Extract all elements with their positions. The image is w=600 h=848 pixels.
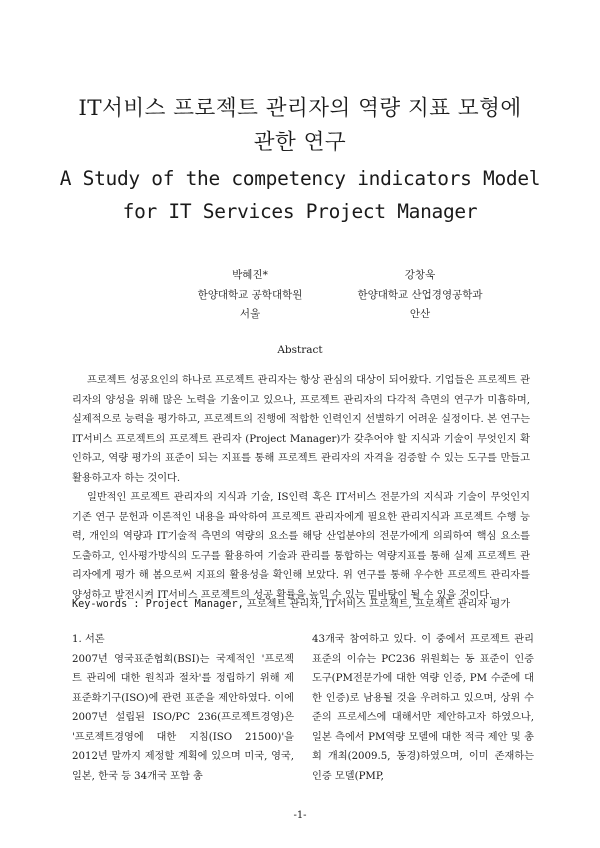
body-text-left: 2007년 영국표준협회(BSI)는 국제적인 '프로젝트 관리에 대한 원칙과 절차'를 정립하기 위해 제표준화기구(ISO)에 관련 표준을 제안하였다. 이에 2007년 설립된 ISO/PC 236(프로젝트경영)은 '프로젝트경영에 대한 지침(ISO 21500)'을 2012년 말까지 제정할 계획에 있으며 미국, 영국, 일본, 한국 등 34개국 포함 총 bbox=[72, 653, 294, 782]
author-name: 박혜진* bbox=[232, 269, 268, 281]
korean-title-line2: 관한 연구 bbox=[253, 130, 347, 155]
author-location: 서울 bbox=[239, 308, 261, 320]
author-block-2 bbox=[340, 266, 500, 325]
keywords-terms: 프로젝트 관리자, IT서비스 프로젝트, 프로젝트 관리자 평가 bbox=[243, 599, 511, 610]
abstract-paragraph-2: 일반적인 프로젝트 관리자의 지식과 기술, IS인력 혹은 IT서비스 전문가의 지식과 기술이 무엇인지 기존 연구 문헌과 이론적인 내용을 파악하여 프로젝트 관리자에게 필요한 관리지식과 프로젝트 수행 능력, 개인의 역량과 IT기술적 측면의 역량의 요소를 해당 산업분야의 전문가에게 의뢰하여 핵심 요소를 도출하고, 인사평가방식의 도구를 활용하여 기술과 관리를 통합하는 역량지표를 통해 실제 프로젝트 관리자에게 평가 해 봄으로써 지표의 활용성을 확인해 보았다. 위 연구를 통해 우수한 프로젝트 관리자를 양성하고 발전시켜 IT서비스 프로젝트의 성공 확률을 높일 수 있는 밑바탕이 될 수 있을 것이다. bbox=[72, 492, 530, 601]
author-affiliation: 한양대학교 산업경영공학과 bbox=[357, 288, 483, 301]
body-column-left bbox=[72, 630, 294, 786]
author-affiliation: 한양대학교 공학대학원 bbox=[197, 288, 303, 301]
abstract-heading: Abstract bbox=[277, 344, 323, 356]
body-column-right bbox=[312, 630, 534, 786]
page-number: -1- bbox=[293, 810, 307, 821]
english-title-line2: for IT Services Project Manager bbox=[122, 200, 478, 223]
keywords-line bbox=[72, 597, 542, 613]
korean-title-line1: IT서비스 프로젝트 관리자의 역량 지표 모형에 bbox=[78, 96, 522, 121]
author-location: 안산 bbox=[409, 308, 431, 320]
abstract-paragraph-1: 프로젝트 성공요인의 하나로 프로젝트 관리자는 항상 관심의 대상이 되어왔다. 기업들은 프로젝트 관리자의 양성을 위해 많은 노력을 기울이고 있으나, 프로젝트 관리자의 다각적 측면의 연구가 미흡하며, 실제적으로 능력을 평가하고, 프로젝트의 진행에 적합한 인력인지 선별하기 어려운 실정이다. 본 연구는 IT서비스 프로젝트의 프로젝트 관리자 (Project Manager)가 갖추어야 할 지식과 기술이 무엇인지 확인하고, 역량 평가의 표준이 되는 지표를 통해 프로젝트 관리자의 자격을 검증할 수 있는 도구를 만들고 활용하고자 하는 것이다. bbox=[72, 375, 530, 484]
author-name: 강창욱 bbox=[404, 269, 436, 281]
korean-title bbox=[60, 92, 540, 160]
english-title bbox=[50, 162, 550, 228]
abstract-body bbox=[72, 371, 530, 605]
section-heading: 1. 서론 bbox=[72, 634, 105, 645]
keywords-label: Key-words : Project Manager, bbox=[72, 599, 244, 610]
author-block-1 bbox=[170, 266, 330, 325]
english-title-line1: A Study of the competency indicators Model bbox=[59, 167, 541, 190]
body-text-right: 43개국 참여하고 있다. 이 중에서 프로젝트 관리 표준의 이슈는 PC236 위원회는 동 표준이 인증 도구(PM전문가에 대한 역량 인증, PM 수준에 대한 인증)로 남용될 것을 우려하고 있으며, 상위 수준의 프로세스에 대해서만 제안하고자 하였으나, 일본 측에서 PM역량 모델에 대한 적극 제안 및 총회 개최(2009.5, 동경)하였으며, 이미 존재하는 인증 모델(PMP, bbox=[312, 634, 534, 782]
